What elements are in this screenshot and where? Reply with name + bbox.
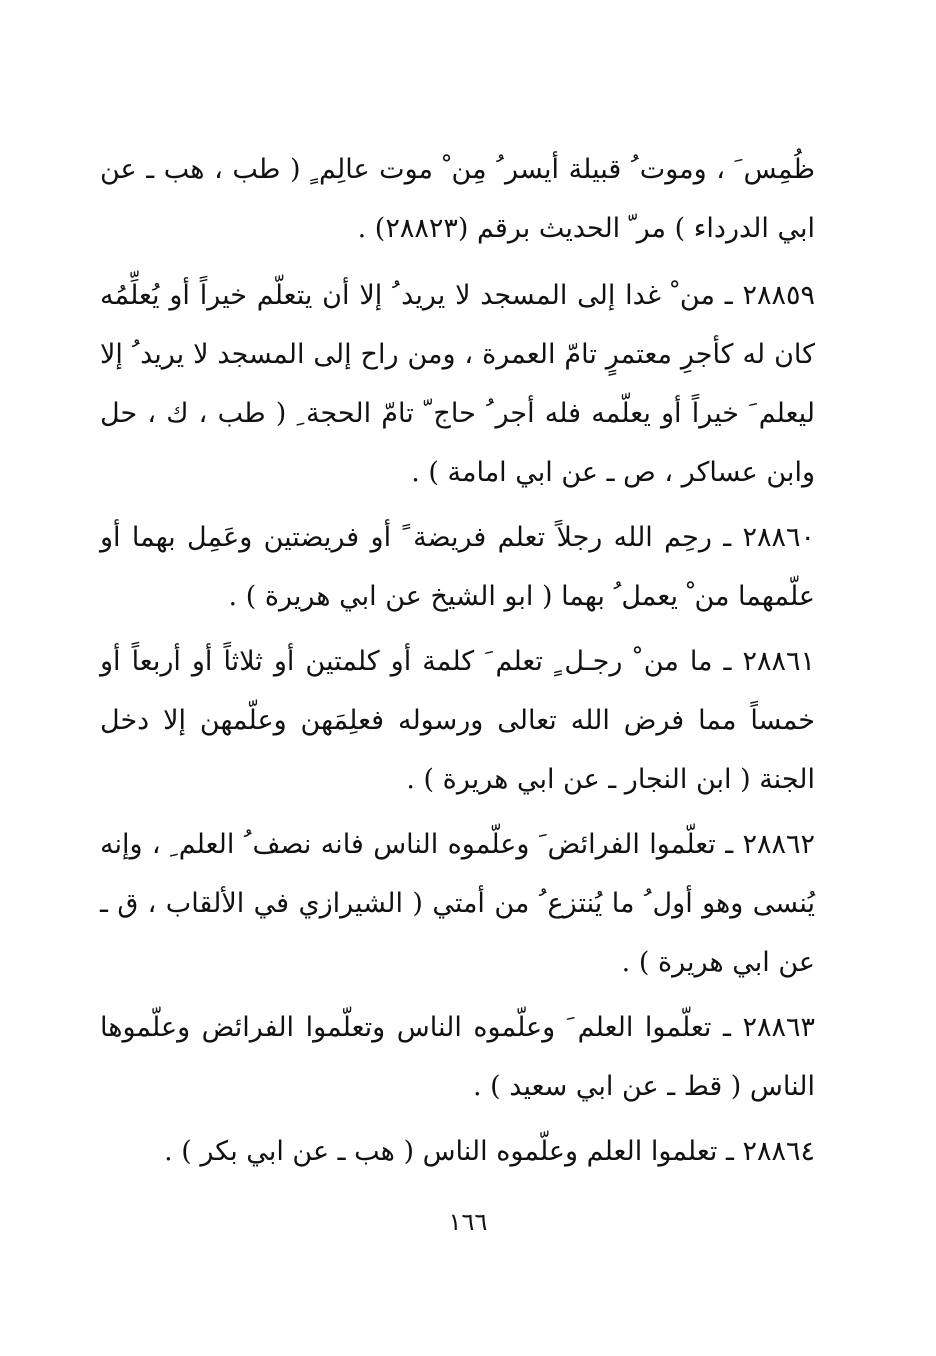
hadith-text-block [100, 140, 815, 1187]
continued-hadith-paragraph: ظُمِس َ ، وموت ُ قبيلة أيسر ُ مِن ْ موت عالِم ٍ ( طب ، هب ـ عن ابي الدرداء ) مر ّ الحديث برقم (٢٨٨٢٣) . [100, 154, 815, 244]
hadith-paragraph-28859: ٢٨٨٥٩ ـ من ْ غدا إلى المسجد لا يريد ُ إلا أن يتعلّم خيراً أو يُعلِّمُه كان له كأجرِ معتمرٍ تامّ العمرة ، ومن راح إلى المسجد لا يريد ُ إلا ليعلم َ خيراً أو يعلّمه فله أجر ُ حاج ّ تامّ الحجة ِ ( طب ، ك ، حل وابن عساكر ، ص ـ عن ابي امامة ) . [100, 280, 815, 488]
hadith-paragraph-28864: ٢٨٨٦٤ ـ تعلموا العلم وعلّموه الناس ( هب ـ عن ابي بكر ) . [164, 1136, 815, 1167]
page-number: ١٦٦ [448, 1208, 488, 1236]
hadith-paragraph-28860: ٢٨٨٦٠ ـ رحِم الله رجلاً تعلم فريضة ً أو فريضتين وعَمِل بهما أو علّمهما من ْ يعمل ُ بهما ( ابو الشيخ عن ابي هريرة ) . [100, 522, 815, 612]
hadith-paragraph-28863: ٢٨٨٦٣ ـ تعلّموا العلم َ وعلّموه الناس وتعلّموا الفرائض وعلّموها الناس ( قط ـ عن ابي سعيد ) . [100, 1012, 815, 1102]
hadith-paragraph-28862: ٢٨٨٦٢ ـ تعلّموا الفرائض َ وعلّموه الناس فانه نصف ُ العلم ِ ، وإنه يُنسى وهو أول ُ ما يُنتزع ُ من أمتي ( الشيرازي في الألقاب ، ق ـ عن ابي هريرة ) . [100, 829, 815, 978]
hadith-paragraph-28861: ٢٨٨٦١ ـ ما من ْ رجـل ٍ تعلم َ كلمة أو كلمتين أو ثلاثاً أو أربعاً أو خمساً مما فرض الله تعالى ورسوله فعلِمَهن وعلّمهن إلا دخل الجنة ( ابن النجار ـ عن ابي هريرة ) . [100, 646, 815, 795]
